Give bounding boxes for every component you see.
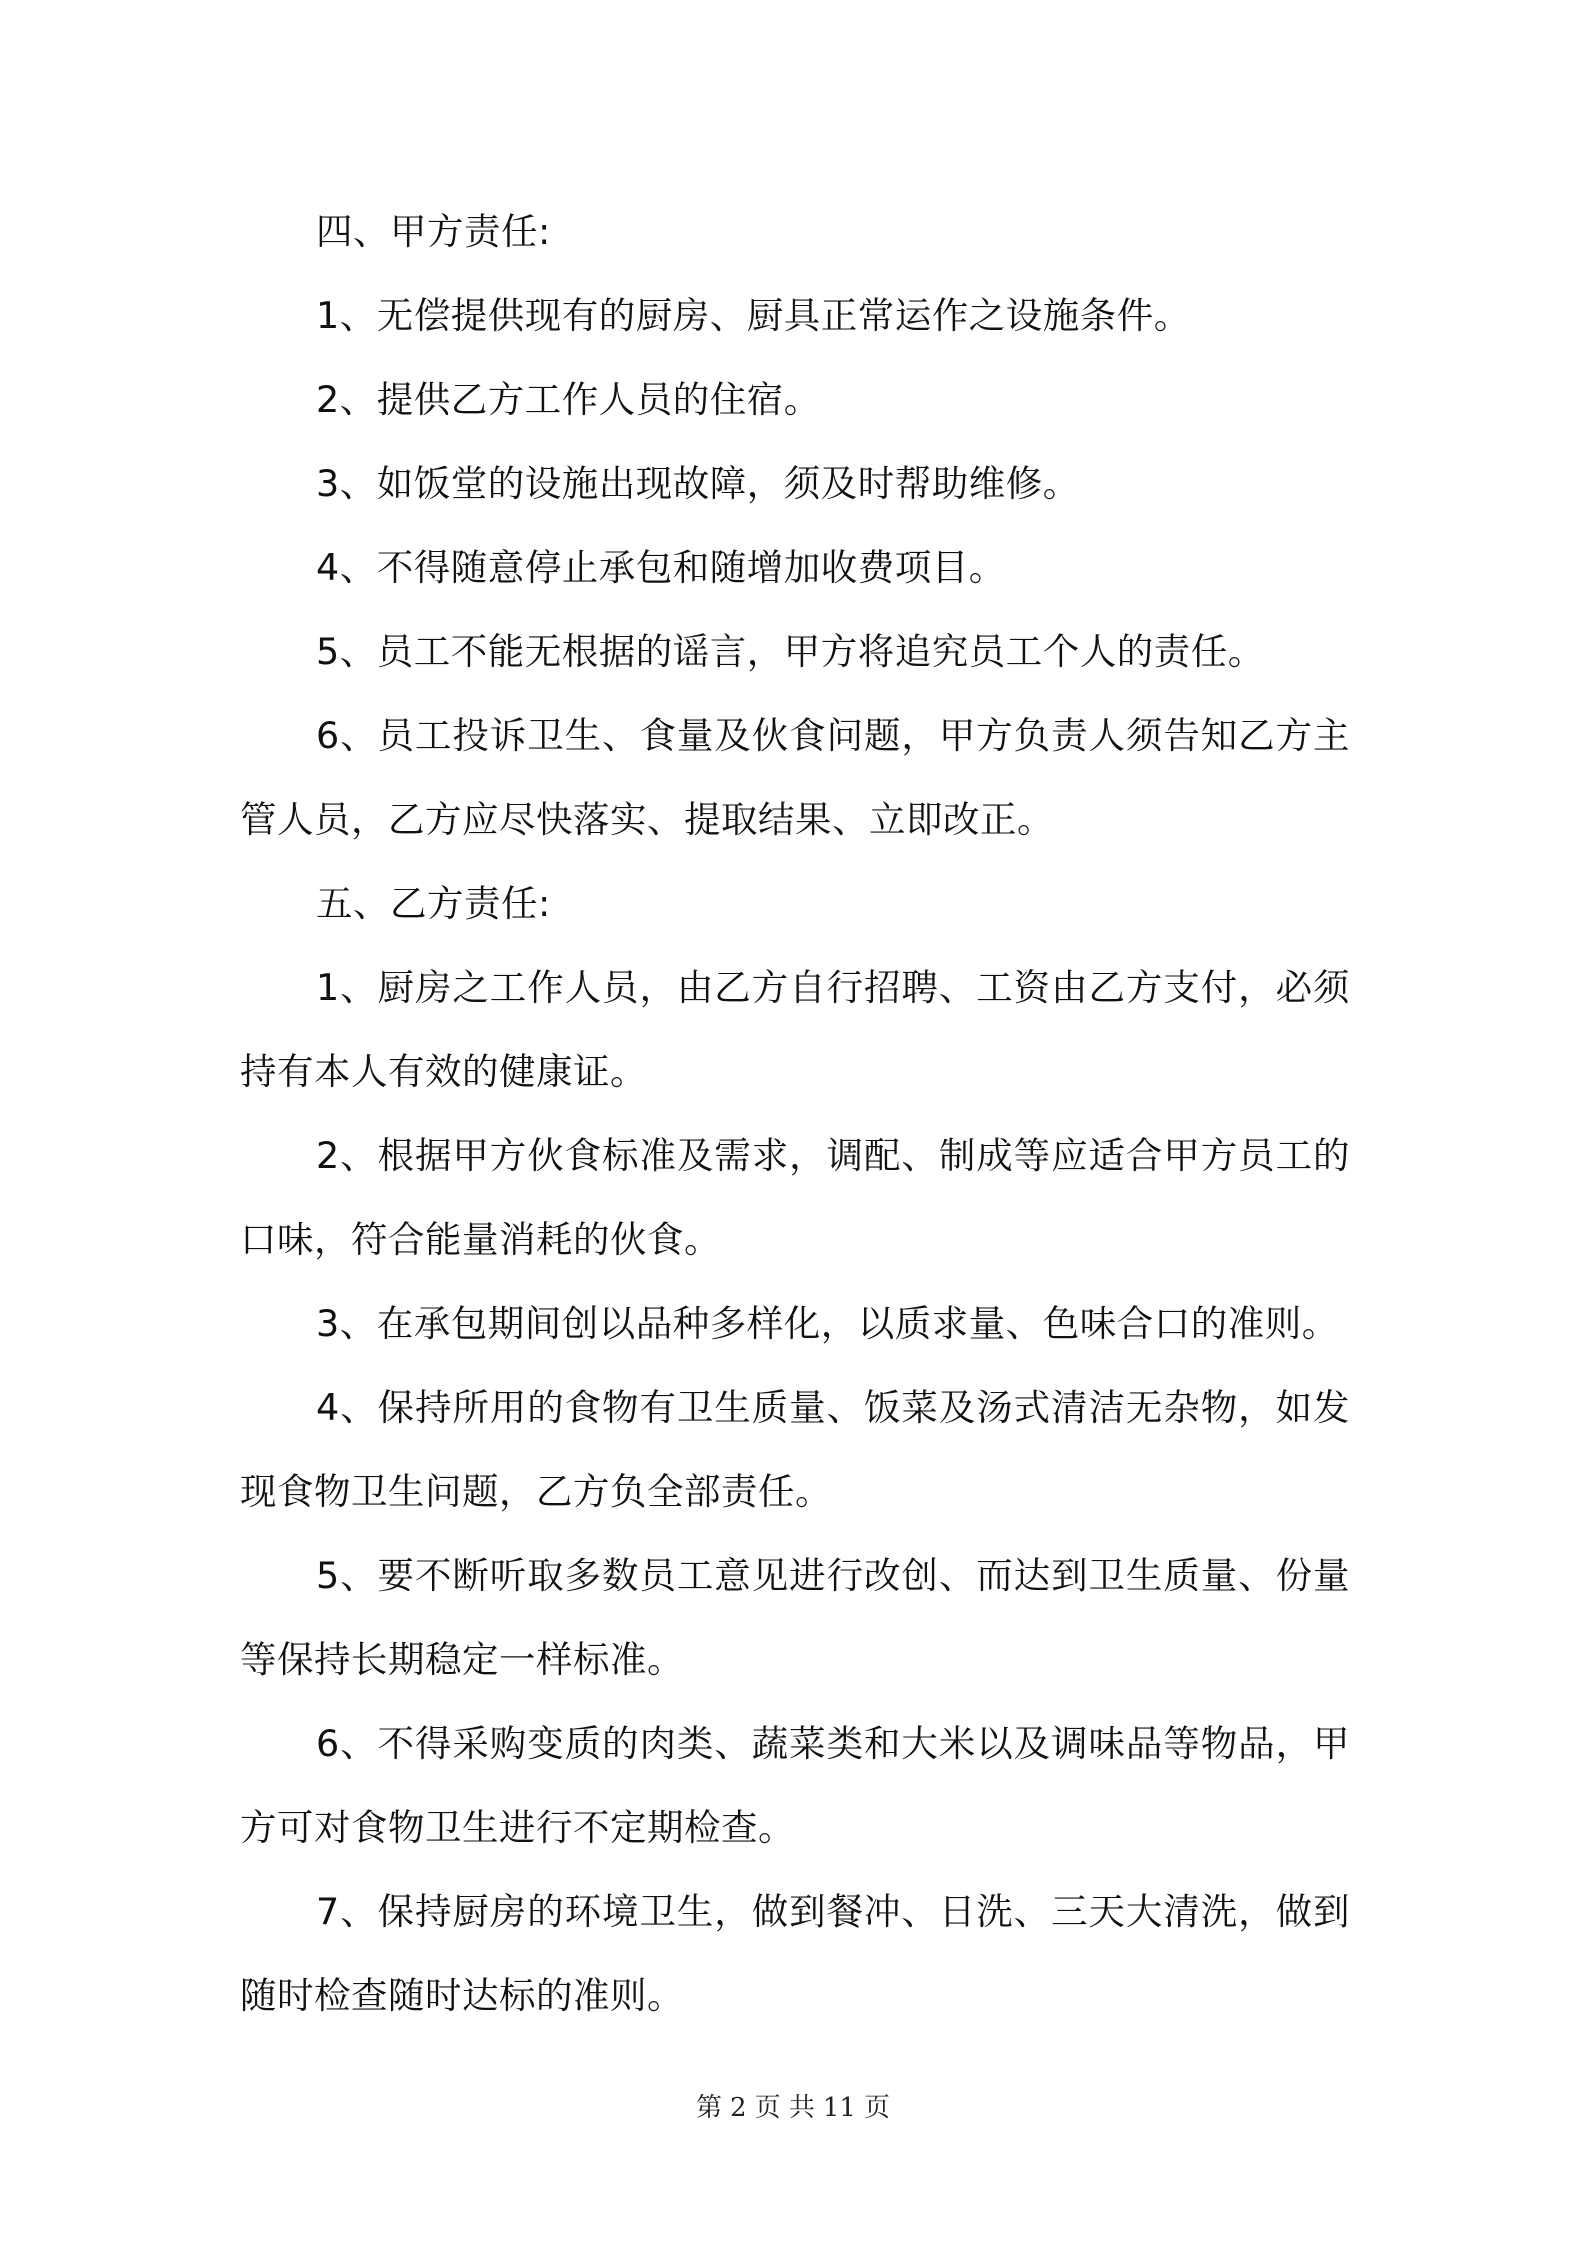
paragraph: 7、保持厨房的环境卫生，做到餐冲、日洗、三天大清洗，做到随时检查随时达标的准则。 — [240, 1890, 1350, 2017]
paragraph: 2、根据甲方伙食标准及需求，调配、制成等应适合甲方员工的口味，符合能量消耗的伙食。 — [240, 1134, 1350, 1261]
paragraph: 2、提供乙方工作人员的住宿。 — [316, 378, 821, 421]
paragraph: 3、在承包期间创以品种多样化，以质求量、色味合口的准则。 — [316, 1302, 1339, 1345]
page-number-footer — [0, 2087, 1586, 2124]
footer-prefix: 第 — [696, 2093, 723, 2123]
paragraph: 4、保持所用的食物有卫生质量、饭菜及汤式清洁无杂物，如发现食物卫生问题，乙方负全部责任。 — [240, 1386, 1350, 1513]
footer-suffix: 页 — [863, 2093, 890, 2123]
paragraph: 3、如饭堂的设施出现故障，须及时帮助维修。 — [316, 462, 1080, 505]
paragraph: 5、员工不能无根据的谣言，甲方将追究员工个人的责任。 — [316, 630, 1265, 673]
paragraph: 5、要不断听取多数员工意见进行改创、而达到卫生质量、份量等保持长期稳定一样标准。 — [240, 1554, 1350, 1681]
paragraph: 6、不得采购变质的肉类、蔬菜类和大米以及调味品等物品，甲方可对食物卫生进行不定期检查。 — [240, 1722, 1350, 1849]
paragraph: 4、不得随意停止承包和随增加收费项目。 — [316, 546, 1006, 589]
footer-middle: 页 共 — [754, 2093, 815, 2123]
document-body — [240, 190, 1350, 2038]
total-pages-number: 11 — [822, 2093, 856, 2123]
paragraph: 1、无偿提供现有的厨房、厨具正常运作之设施条件。 — [316, 294, 1191, 337]
paragraph: 1、厨房之工作人员，由乙方自行招聘、工资由乙方支付，必须持有本人有效的健康证。 — [240, 966, 1350, 1093]
section-heading-party-b: 五、乙方责任: — [316, 882, 551, 925]
paragraph: 6、员工投诉卫生、食量及伙食问题，甲方负责人须告知乙方主管人员，乙方应尽快落实、提取结果、立即改正。 — [240, 714, 1350, 841]
section-heading-party-a: 四、甲方责任: — [316, 210, 551, 253]
current-page-number: 2 — [730, 2093, 747, 2123]
